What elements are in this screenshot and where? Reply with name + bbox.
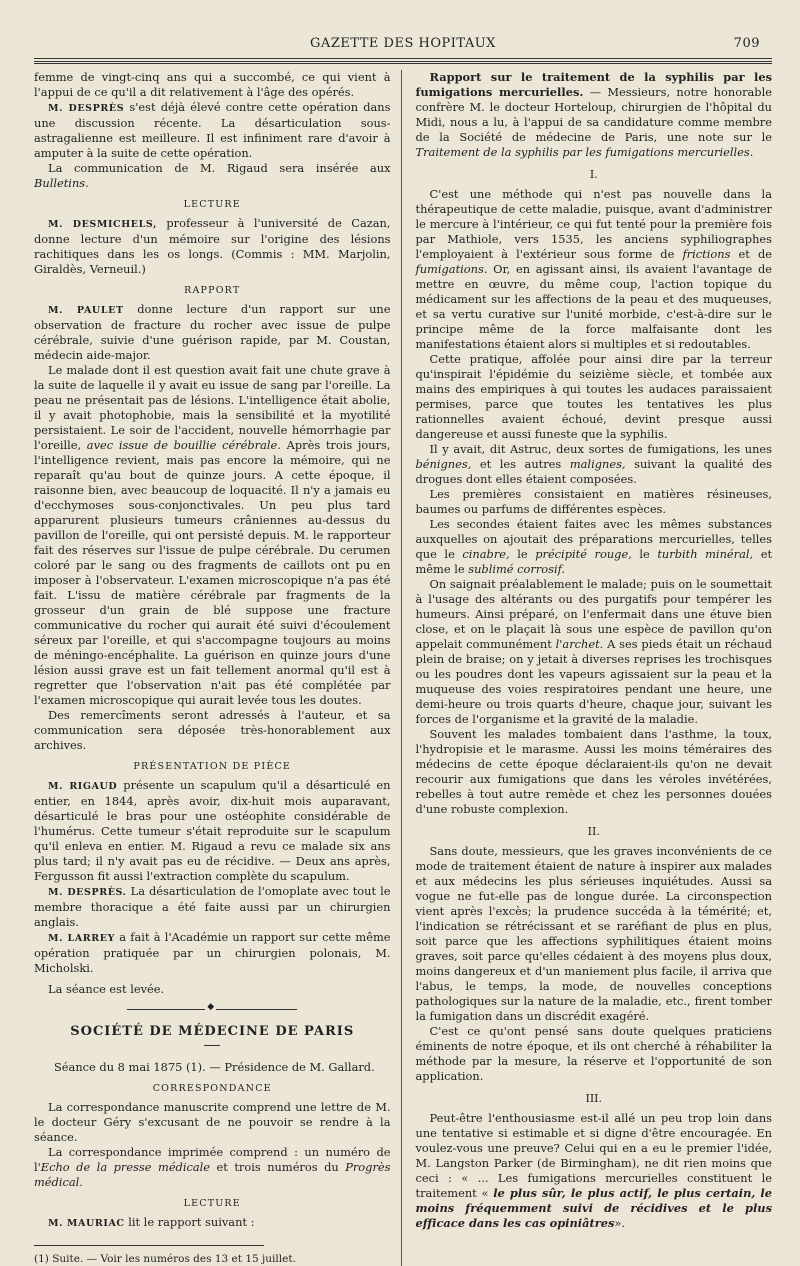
paragraph-text: lit le rapport suivant : <box>128 1215 255 1229</box>
italic-text: sublimé corrosif. <box>468 562 566 576</box>
paragraph-text: professeur à l'université de Cazan, donne lecture d'un mémoire sur l'origine des lésions rachitiques dans les os longs. (Commis : MM. Marjolin, Giraldès, Verneuil.) <box>34 216 391 276</box>
society-title: SOCIÉTÉ DE MÉDECINE DE PARIS <box>70 1024 355 1039</box>
speaker-name: M. MAURIAC <box>48 1218 125 1229</box>
paragraph <box>34 930 391 976</box>
section-heading: RAPPORT <box>184 285 241 296</box>
paragraph-text: a fait à l'Académie un rapport sur cette même opération pratiquée par un chirurgien polonais, M. Micholski. <box>34 930 391 975</box>
paragraph-text: et même le <box>415 547 773 576</box>
italic-text: l'archet. <box>555 637 604 651</box>
footnote-rule <box>34 1245 264 1246</box>
paragraph <box>416 577 773 727</box>
header-rule <box>34 58 772 59</box>
paragraph: Les premières consistaient en matières résineuses, baumes ou parfums de différentes espèces. <box>415 487 772 516</box>
italic-text: Progrès médical. <box>34 1160 391 1189</box>
italic-text: bénignes, <box>415 457 472 471</box>
speaker-name: M. LARREY <box>48 933 116 944</box>
journal-title: GAZETTE DES HOPITAUX <box>310 36 496 51</box>
paragraph-text: A ses pieds était un réchaud plein de braise; on y jetait à diverses reprises les trochisques ou les poudres dont les vapeurs agissaient sur la peau et la muqueuse des voies respiratoires pendant une heure, une demi-heure ou trois quarts d'heure, chaque jour, suivant les forces de l'organisme et la gravité de la maladie. <box>415 637 772 726</box>
paragraph <box>416 517 773 577</box>
paragraph-text: — Messieurs, notre honorable confrère M. le docteur Horteloup, chirurgien de l'hôpital du Midi, nous a lu, à l'appui de sa candidature comme membre de la Société de médecine de Paris, une note sur le <box>415 85 772 144</box>
paragraph-text: Après trois jours, l'intelligence revient, mais pas encore la mémoire, qui ne reparaît qu'au bout de quinze jours. A cette époque, il raisonne bien, avec beaucoup de loquacité. Il n'y a jamais eu d'ecchymoses sous-conjonctivales. Un peu plus tard apparurent plusieurs tumeurs crâniennes au-dessus du pavillon de l'oreille, qui ont persisté depuis. M. le rapporteur fait des réserves sur l'issue de pulpe cérébrale. Du cerumen coloré par le sang ou des fragments de caillots ont pu en imposer à l'observateur. L'examen microscopique n'a pas été fait. L'issu de matière cérébrale par fragments de la grosseur d'un grain de blé suppose une fracture communicative du rocher qui aurait été suivi d'écoulement séreux par l'oreille, et qui s'accompagne toujours au moins de méningo-encéphalite. La guérison en quinze jours d'une lésion aussi grave est un fait tellement anormal qu'il est à regretter que l'observation n'ait pas été complétée par l'examen microscopique qui aurait levée tous les doutes. <box>34 438 391 707</box>
article-title: Rapport sur le traitement de la syphilis par les fumigations mercurielles. <box>415 70 772 99</box>
italic-text: Traitement de la syphilis par les fumigations mercurielles. <box>415 145 754 159</box>
paragraph <box>416 442 773 487</box>
paragraph-text: C'est une méthode qui n'est pas nouvelle dans la thérapeutique de cette maladie, puisque, avant d'administrer le mercure à l'intérieur, ce qui fut tenté pour la première fois par Mathiole, vers 1535, les anciens syphiliographes l'employaient à l'extérieur sous forme de <box>415 187 772 261</box>
paragraph-text: le <box>517 547 528 561</box>
paragraph <box>34 216 391 277</box>
paragraph-text: Peut-être l'enthousiasme est-il allé un peu trop loin dans une tentative si estimable et si digne d'être encouragée. En voulez-vous une preuve? Celui qui en a eu le premier l'idée, M. Langston Parker (de Birmingham), ne dit rien moins que ceci : « ... Les fumigations mercurielles constituent le traitement « <box>415 1111 772 1200</box>
italic-text: avec issue de bouillie cérébrale. <box>86 438 281 452</box>
paragraph-text: le <box>639 547 650 561</box>
paragraph-text: et trois numéros du <box>216 1160 339 1174</box>
paragraph-text: et les autres <box>479 457 562 471</box>
paragraph: Souvent les malades tombaient dans l'asthme, la toux, l'hydropisie et le marasme. Aussi les moins téméraires des médecins de cette époque déclaraient-ils qu'on ne devait recourir aux fumigations que dans les véroles invétérées, rebelles à tout autre remède et chez les personnes douées d'une robuste complexion. <box>415 727 772 816</box>
header-double-rule <box>34 61 772 64</box>
paragraph: C'est ce qu'ont pensé sans doute quelques praticiens éminents de notre époque, et ils ont cherché à réhabiliter la méthode par la mesure, la réserve et l'opportunité de son application. <box>415 1024 772 1083</box>
paragraph <box>34 302 391 363</box>
paragraph-text: La correspondance imprimée comprend : un numéro de l' <box>34 1145 391 1174</box>
speaker-name: M. DESPRÈS <box>48 103 125 114</box>
italic-text: turbith minéral, <box>657 547 754 561</box>
italic-text: Bulletins. <box>34 176 89 190</box>
section-heading: CORRESPONDANCE <box>152 1083 272 1094</box>
paragraph: femme de vingt-cinq ans qui a succombé, ce qui vient à l'appui de ce qu'il a dit relativement à l'âge des opérés. <box>34 70 391 99</box>
paragraph-text: s'est déjà élevé contre cette opération dans une discussion récente. La désarticulation sous-astragalienne est meilleure. Il est infiniment rare d'avoir à amputer à la suite de cette opération. <box>34 100 391 160</box>
paragraph-text: La désarticulation de l'omoplate avec tout le membre thoracique a été faite aussi par un chirurgien anglais. <box>34 884 391 929</box>
page-number: 709 <box>733 36 760 51</box>
italic-text: le plus sûr, le plus actif, le plus certain, le moins fréquemment suivi de récidives et le plus efficace dans les cas opiniâtres <box>415 1186 772 1230</box>
paragraph <box>34 1145 391 1190</box>
paragraph-text: On saignait préalablement le malade; puis on le soumettait à l'usage des altérants ou des purgatifs pour tempérer les humeurs. Ainsi préparé, on l'enfermait dans une étuve bien close, et on le plaçait là sous une espèce de pavillon qu'on appelait communément <box>415 577 772 651</box>
paragraph-text: Le malade dont il est question avait fait une chute grave à la suite de laquelle il y avait eu issue de sang par l'oreille. La peau ne présentait pas de lésions. L'intelligence était abolie, il y avait photophobie, mais la sensibilité et la myotilité persistaient. Le soir de l'accident, nouvelle hémorrhagie par l'oreille, <box>34 363 391 452</box>
paragraph-text: Or, en agissant ainsi, ils avaient l'avantage de mettre en œuvre, du même coup, l'action topique du médicament sur les affections de la peau et des muqueuses, et sa vertu curative sur l'unité morbide, c'est-à-dire sur le principe même de la force malfaisante dont les manifestations étaient alors si multiples et si redoutables. <box>415 262 772 351</box>
italic-text: cinabre, <box>462 547 510 561</box>
italic-text: Echo de la presse médicale <box>40 1160 211 1174</box>
paragraph-text: et de <box>738 247 773 261</box>
paragraph-text: La communication de M. Rigaud sera insérée aux <box>48 161 391 175</box>
paragraph-text: donne lecture d'un rapport sur une observation de fracture du rocher avec issue de pulpe cérébrale, suivie d'une guérison rapide, par M. Coustan, médecin aide-major. <box>34 302 391 362</box>
paragraph: Cette pratique, affolée pour ainsi dire par la terreur qu'inspirait l'épidémie du seizième siècle, et tombée aux mains des empiriques à qui toutes les audaces paraissaient permises, parce que toutes les tentatives les plus rationnelles avaient échoué, devint presque aussi dangereuse et aussi funeste que la syphilis. <box>415 352 772 441</box>
paragraph-text: suivant la qualité des drogues dont elles étaient composées. <box>415 457 773 486</box>
section-heading: LECTURE <box>183 199 241 210</box>
paragraph-text: Les secondes étaient faites avec les mêmes substances auxquelles on ajoutait des préparations mercurielles, telles que le <box>415 517 772 561</box>
paragraph <box>34 161 391 191</box>
italic-text: précipité rouge, <box>535 547 632 561</box>
section-heading: LECTURE <box>183 1198 241 1209</box>
speaker-name: M. PAULET <box>48 305 124 316</box>
paragraph <box>416 1111 773 1231</box>
short-rule <box>204 1045 220 1046</box>
speaker-name: M. DESPRÈS. <box>48 887 127 898</box>
section-number: II. <box>587 825 600 838</box>
paragraph <box>34 1215 391 1231</box>
paragraph: Sans doute, messieurs, que les graves inconvénients de ce mode de traitement étaient de nature à inspirer aux malades et aux médecins les plus sérieuses inquiétudes. Aussi sa vogue ne fut-elle pas de longue durée. La circonspection vient après l'excès; la prudence succéda à la témérité; et, l'indication se rétrécissant et se raréfiant de plus en plus, soit parce que les affections syphilitiques étaient moins graves, soit parce qu'elles cédaient à des moyens plus doux, moins dangereux et d'un maniement plus facile, il arriva que l'abus, le temps, la mode, de nouvelles conceptions pathologiques sur la nature de la maladie, etc., firent tomber la fumigation dans un discrédit exagéré. <box>415 844 772 1023</box>
paragraph-text: présente un scapulum qu'il a désarticulé en entier, en 1844, après avoir, dix-huit mois auparavant, désarticulé le bras pour une ostéophite considérable de l'humérus. Cette tumeur s'était reproduite sur le scapulum qu'il enleva en entier. M. Rigaud a revu ce malade six ans plus tard; il n'y avait pas eu de récidive. — Deux ans après, Fergusson fit aussi l'extraction complète du scapulum. <box>34 778 391 883</box>
ornament-divider <box>127 1009 297 1010</box>
italic-text: frictions <box>682 247 731 261</box>
paragraph: La correspondance manuscrite comprend une lettre de M. le docteur Géry s'excusant de ne pouvoir se rendre à la séance. <box>34 1100 391 1144</box>
session-line: Séance du 8 mai 1875 (1). — Présidence de M. Gallard. <box>54 1060 375 1074</box>
left-column <box>34 70 401 1266</box>
footnote: (1) Suite. — Voir les numéros des 13 et 15 juillet. <box>34 1253 296 1265</box>
paragraph <box>416 70 773 160</box>
speaker-name: M. RIGAUD <box>48 781 118 792</box>
italic-text: fumigations. <box>415 262 488 276</box>
paragraph <box>34 778 391 884</box>
italic-text: malignes, <box>569 457 626 471</box>
paragraph <box>416 187 773 352</box>
section-heading: PRÉSENTATION DE PIÈCE <box>133 761 292 772</box>
paragraph <box>34 100 391 161</box>
paragraph <box>34 363 391 708</box>
page-header <box>34 32 772 58</box>
columns <box>34 70 772 1266</box>
paragraph <box>34 884 391 930</box>
speaker-name: M. DESMICHELS, <box>48 219 157 230</box>
section-number: III. <box>585 1092 603 1105</box>
paragraph-text: Il y avait, dit Astruc, deux sortes de fumigations, les unes <box>429 442 772 456</box>
section-number: I. <box>589 168 598 181</box>
right-column <box>401 70 773 1266</box>
paragraph-text: ». <box>614 1216 626 1230</box>
paragraph: Des remercîments seront adressés à l'auteur, et sa communication sera déposée très-honorablement aux archives. <box>34 708 391 752</box>
paragraph: La séance est levée. <box>48 982 165 996</box>
